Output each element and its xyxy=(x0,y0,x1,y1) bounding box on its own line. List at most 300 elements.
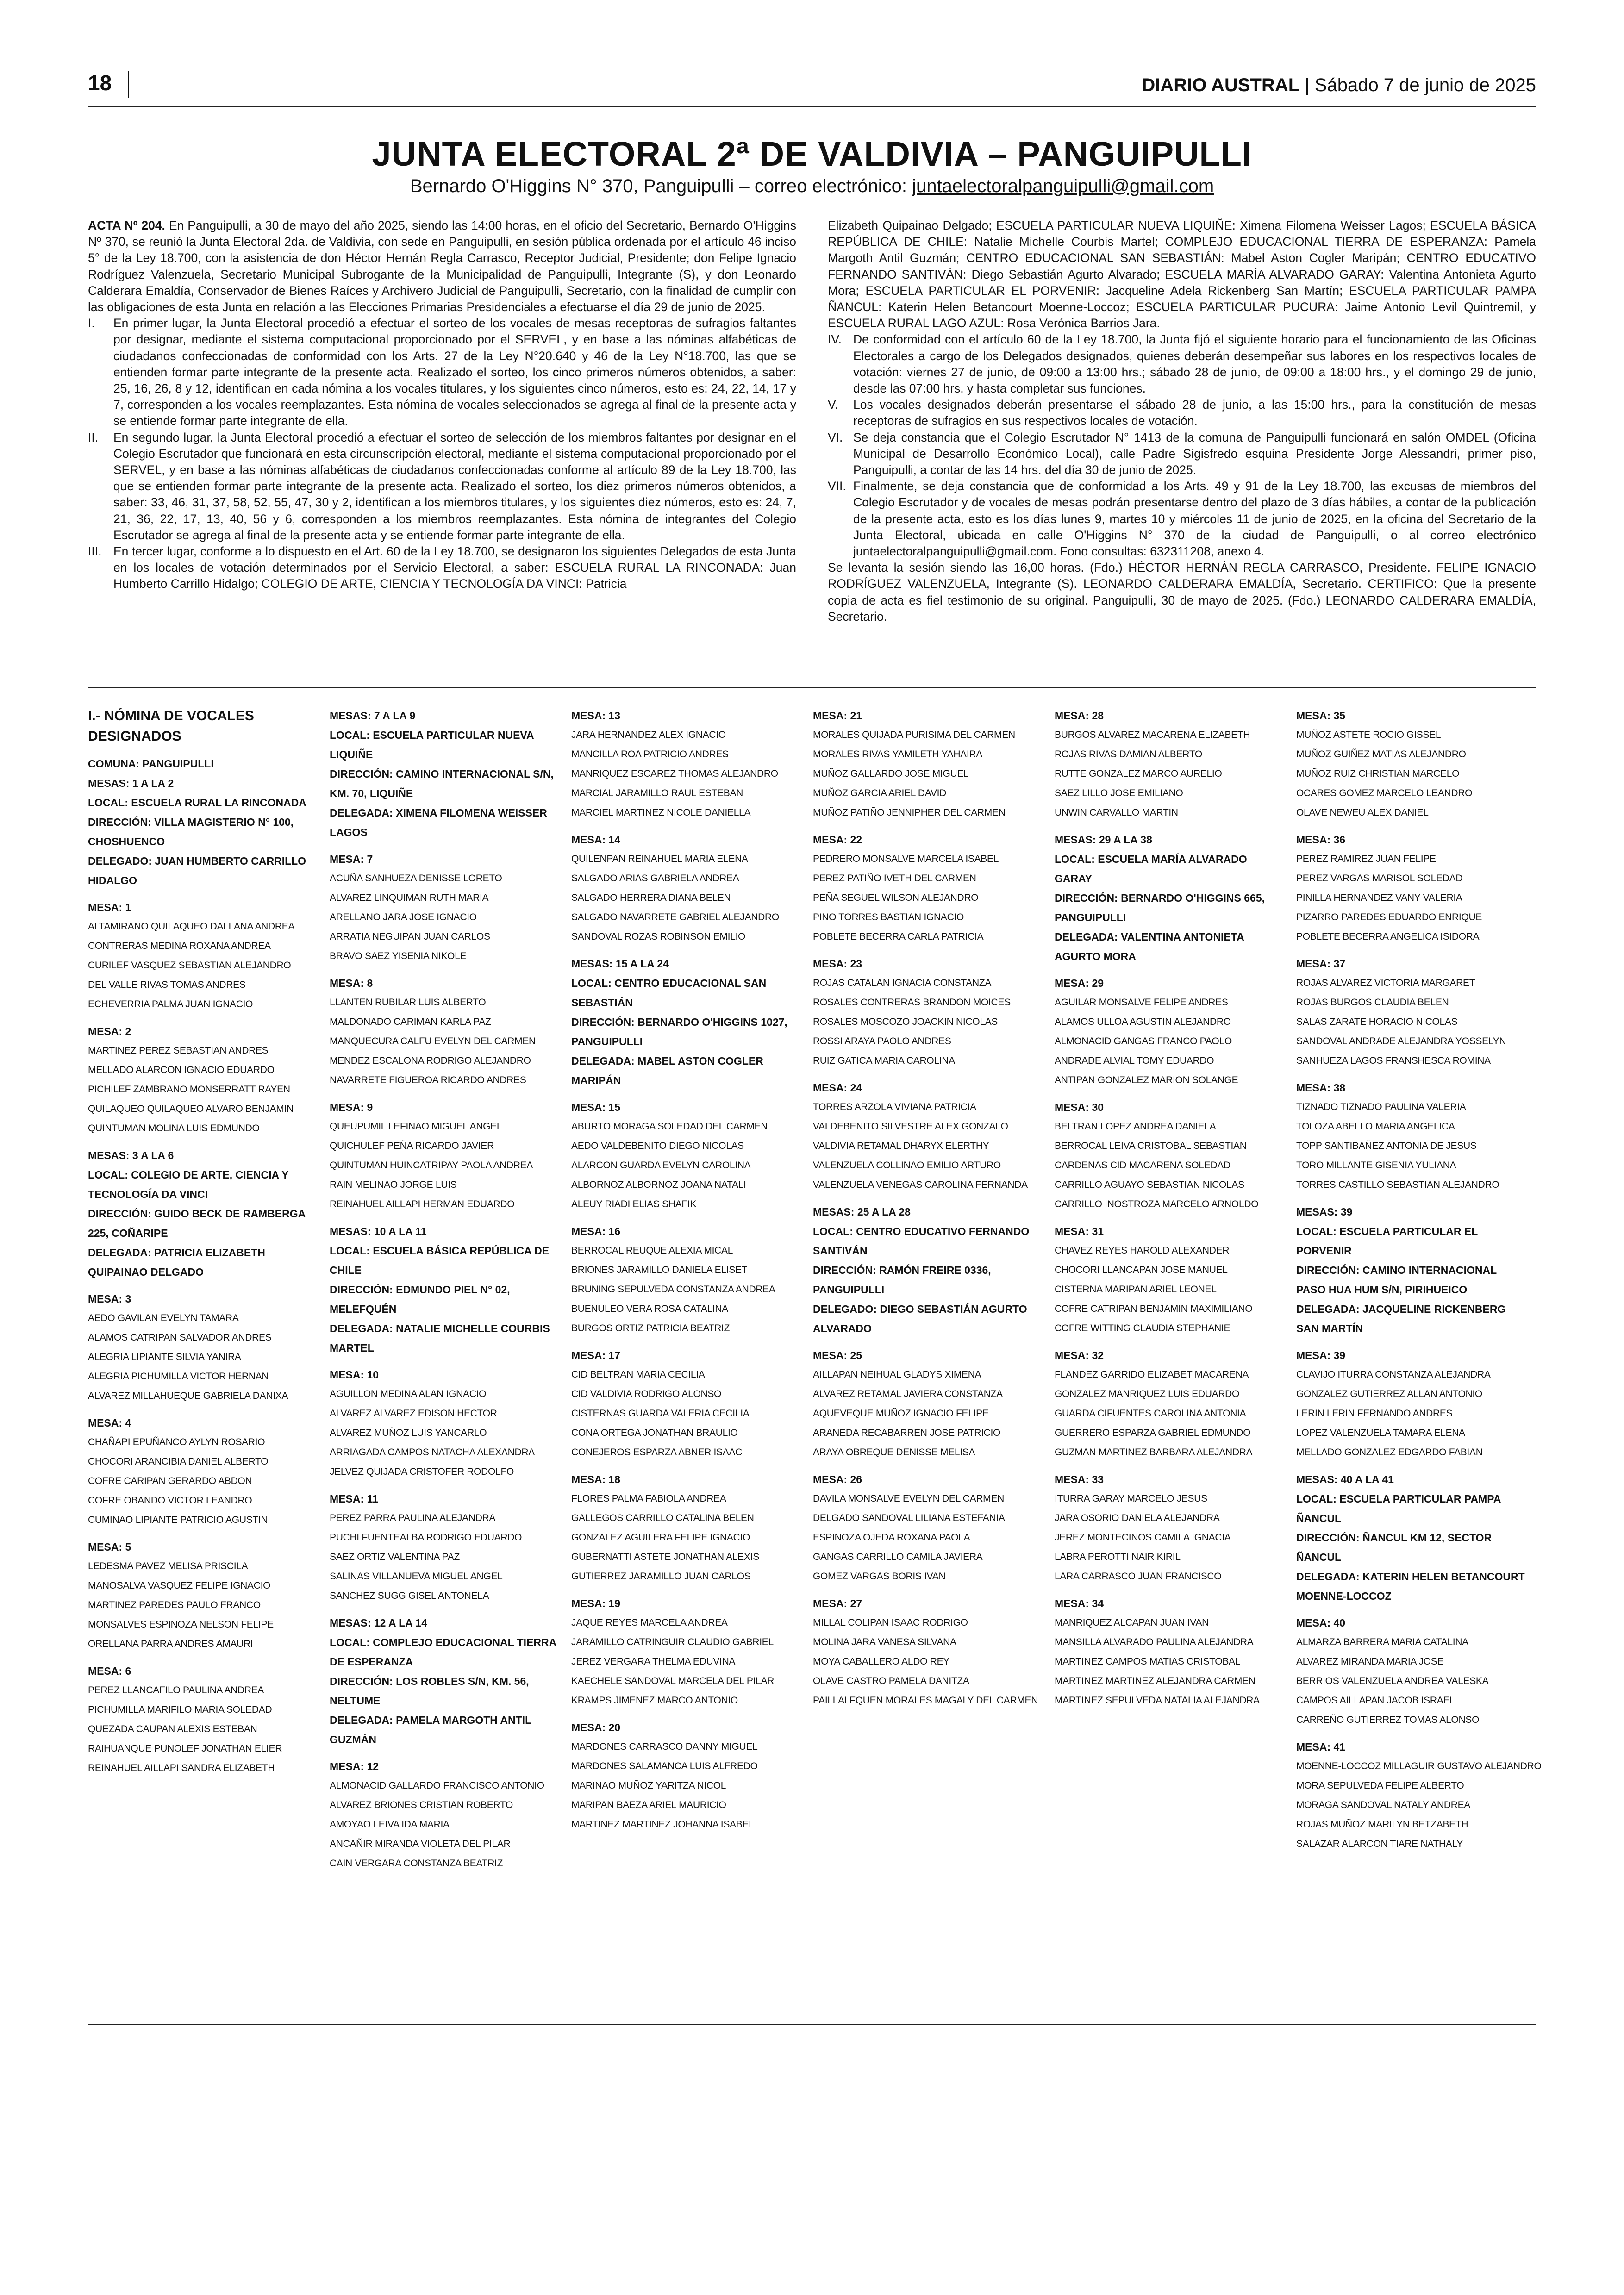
vocal-name: CURILEF VASQUEZ SEBASTIAN ALEJANDRO xyxy=(88,960,291,971)
vocal-name: ALVAREZ ALVAREZ EDISON HECTOR xyxy=(330,1408,497,1419)
local-info-line: MESAS: 3 A LA 6 xyxy=(88,1149,174,1161)
vocal-name: ALVAREZ RETAMAL JAVIERA CONSTANZA xyxy=(813,1389,1003,1399)
vocal-name: CID VALDIVIA RODRIGO ALONSO xyxy=(571,1389,722,1399)
mesa-label: MESA: 31 xyxy=(1055,1225,1104,1237)
vocal-name: JEREZ MONTECINOS CAMILA IGNACIA xyxy=(1055,1532,1231,1543)
vocal-name: AILLAPAN NEIHUAL GLADYS XIMENA xyxy=(813,1369,981,1380)
mesa-label: MESA: 40 xyxy=(1296,1617,1346,1629)
vocal-name: MARCIEL MARTINEZ NICOLE DANIELLA xyxy=(571,807,751,818)
mesa-block xyxy=(1296,954,1525,1071)
vocal-name: COFRE CARIPAN GERARDO ABDON xyxy=(88,1476,252,1486)
vocal-name: RUIZ GATICA MARIA CAROLINA xyxy=(813,1055,955,1066)
vocal-name: ARAYA OBREQUE DENISSE MELISA xyxy=(813,1447,975,1458)
local-info-line: LOCAL: ESCUELA PARTICULAR PAMPA ÑANCUL xyxy=(1296,1493,1501,1524)
newspaper-name: DIARIO AUSTRAL xyxy=(1142,75,1300,95)
vocal-name: MELLADO GONZALEZ EDGARDO FABIAN xyxy=(1296,1447,1483,1458)
mesa-label: MESA: 15 xyxy=(571,1101,621,1113)
vocal-name: KAECHELE SANDOVAL MARCELA DEL PILAR xyxy=(571,1676,775,1686)
mesa-label: MESA: 32 xyxy=(1055,1349,1104,1361)
mesa-block xyxy=(813,1594,1042,1710)
mesa-label: MESA: 17 xyxy=(571,1349,621,1361)
mesa-block xyxy=(813,706,1042,823)
vocal-name: QUINTUMAN MOLINA LUIS EDMUNDO xyxy=(88,1123,260,1134)
vocal-name: TOLOZA ABELLO MARIA ANGELICA xyxy=(1296,1121,1455,1132)
newspaper-dateline xyxy=(1142,75,1536,96)
acta-item-number: II. xyxy=(88,430,99,444)
mesa-block xyxy=(1296,1346,1525,1462)
vocal-name: MARDONES CARRASCO DANNY MIGUEL xyxy=(571,1741,758,1752)
vocal-name: MARTINEZ MARTINEZ ALEJANDRA CARMEN xyxy=(1055,1676,1255,1686)
mesa-block xyxy=(88,1146,317,1282)
vocal-name: PEÑA SEGUEL WILSON ALEJANDRO xyxy=(813,892,979,903)
local-info-line: DELEGADA: MABEL ASTON COGLER MARIPÁN xyxy=(571,1055,763,1086)
vocal-name: MANCILLA ROA PATRICIO ANDRES xyxy=(571,749,729,760)
vocal-name: ROJAS CATALAN IGNACIA CONSTANZA xyxy=(813,978,992,988)
mesa-block xyxy=(88,1289,317,1406)
mesa-block xyxy=(330,1757,559,1873)
notice-subtitle xyxy=(0,176,1624,197)
acta-item xyxy=(828,430,1536,479)
vocal-name: CID BELTRAN MARIA CECILIA xyxy=(571,1369,705,1380)
mesa-label: MESA: 2 xyxy=(88,1025,131,1037)
acta-item-number: IV. xyxy=(828,332,842,347)
local-info-line: LOCAL: ESCUELA BÁSICA REPÚBLICA DE CHILE xyxy=(330,1245,550,1276)
vocal-name: ROSALES MOSCOZO JOACKIN NICOLAS xyxy=(813,1017,998,1027)
mesa-block xyxy=(813,1470,1042,1586)
acta-item xyxy=(88,430,796,543)
local-info-line: DIRECCIÓN: BERNARDO O'HIGGINS 665, PANGUIPULLI xyxy=(1055,892,1265,923)
acta-text: Se levanta la sesión siendo las 16,00 horas. (Fdo.) HÉCTOR HERNÁN REGLA CARRASCO, Presidente. FELIPE IGNACIO RODRÍGUEZ VALENZUELA, Integrante (S). LEONARDO CALDERARA EMALDÍA, Secretario. CERTIFICO: Que la presente copia de acta es fiel testimonio de su original. Panguipulli, 30 de mayo de 2025. (Fdo.) LEONARDO CALDERARA EMALDÍA, Secretario. xyxy=(828,561,1536,624)
acta-item-text: Se deja constancia que el Colegio Escrutador N° 1413 de la comuna de Panguipulli funcionará en salón OMDEL (Oficina Municipal de Desarrollo Económico Local), calle Padre Sigisfredo esquina Presidente Jorge Alessandri, primer piso, Panguipulli, a contar de las 14 hrs. del día 30 de junio de 2025. xyxy=(853,430,1536,477)
vocal-name: CLAVIJO ITURRA CONSTANZA ALEJANDRA xyxy=(1296,1369,1491,1380)
local-info-line: DELEGADO: DIEGO SEBASTIÁN AGURTO ALVARADO xyxy=(813,1303,1027,1335)
vocal-name: CARRILLO AGUAYO SEBASTIAN NICOLAS xyxy=(1055,1179,1244,1190)
vocal-name: MARTINEZ SEPULVEDA NATALIA ALEJANDRA xyxy=(1055,1695,1260,1706)
vocal-name: CARREÑO GUTIERREZ TOMAS ALONSO xyxy=(1296,1715,1480,1725)
vocal-name: REINAHUEL AILLAPI SANDRA ELIZABETH xyxy=(88,1763,275,1773)
vocal-name: BRAVO SAEZ YISENIA NIKOLE xyxy=(330,951,467,961)
vocal-name: SALAS ZARATE HORACIO NICOLAS xyxy=(1296,1017,1458,1027)
vocal-name: QUILAQUEO QUILAQUEO ALVARO BENJAMIN xyxy=(88,1104,294,1114)
vocal-name: MORALES QUIJADA PURISIMA DEL CARMEN xyxy=(813,730,1015,740)
mesa-block xyxy=(88,1537,317,1654)
vocal-name: CONTRERAS MEDINA ROXANA ANDREA xyxy=(88,941,271,951)
vocal-name: MANSILLA ALVARADO PAULINA ALEJANDRA xyxy=(1055,1637,1254,1647)
vocal-name: MARCIAL JARAMILLO RAUL ESTEBAN xyxy=(571,788,743,798)
vocal-name: AEDO VALDEBENITO DIEGO NICOLAS xyxy=(571,1141,744,1151)
vocal-name: RAIN MELINAO JORGE LUIS xyxy=(330,1179,457,1190)
vocal-name: MORAGA SANDOVAL NATALY ANDREA xyxy=(1296,1800,1471,1810)
vocal-name: TOPP SANTIBAÑEZ ANTONIA DE JESUS xyxy=(1296,1141,1477,1151)
address-text: Bernardo O'Higgins N° 370, Panguipulli – correo electrónico: xyxy=(410,176,907,196)
mesa-block xyxy=(1055,706,1284,823)
mesa-label: MESA: 21 xyxy=(813,710,862,722)
vocal-name: ALVAREZ MIRANDA MARIA JOSE xyxy=(1296,1656,1444,1667)
vocal-name: COFRE WITTING CLAUDIA STEPHANIE xyxy=(1055,1323,1230,1334)
vocal-name: REINAHUEL AILLAPI HERMAN EDUARDO xyxy=(330,1199,515,1210)
local-info-line: DIRECCIÓN: CAMINO INTERNACIONAL PASO HUA HUM S/N, PIRIHUEICO xyxy=(1296,1264,1497,1296)
vocal-name: ANCAÑIR MIRANDA VIOLETA DEL PILAR xyxy=(330,1839,511,1849)
vocal-name: BERROCAL LEIVA CRISTOBAL SEBASTIAN xyxy=(1055,1141,1247,1151)
local-info-line: MESAS: 40 A LA 41 xyxy=(1296,1473,1394,1485)
vocal-name: PICHUMILLA MARIFILO MARIA SOLEDAD xyxy=(88,1704,272,1715)
mesa-label: MESA: 37 xyxy=(1296,958,1346,970)
vocal-name: ROJAS RIVAS DAMIAN ALBERTO xyxy=(1055,749,1202,760)
nomina-title: I.- NÓMINA DE VOCALES DESIGNADOS xyxy=(88,708,254,744)
vocal-name: ECHEVERRIA PALMA JUAN IGNACIO xyxy=(88,999,253,1010)
acta-item xyxy=(828,397,1536,429)
local-info-line: DELEGADA: NATALIE MICHELLE COURBIS MARTEL xyxy=(330,1322,550,1354)
local-info-line: DELEGADA: PATRICIA ELIZABETH QUIPAINAO DELGADO xyxy=(88,1247,265,1278)
vocal-name: COFRE OBANDO VICTOR LEANDRO xyxy=(88,1495,252,1506)
mesa-block xyxy=(1055,1098,1284,1214)
vocal-name: MUÑOZ GUIÑEZ MATIAS ALEJANDRO xyxy=(1296,749,1466,760)
local-info-line: LOCAL: ESCUELA RURAL LA RINCONADA xyxy=(88,797,306,809)
vocal-name: ALARCON GUARDA EVELYN CAROLINA xyxy=(571,1160,751,1171)
vocal-name: ROJAS MUÑOZ MARILYN BETZABETH xyxy=(1296,1819,1468,1830)
vocal-name: MARTINEZ PAREDES PAULO FRANCO xyxy=(88,1600,261,1610)
local-info-line: DELEGADA: VALENTINA ANTONIETA AGURTO MORA xyxy=(1055,931,1244,962)
vocal-name: GALLEGOS CARRILLO CATALINA BELEN xyxy=(571,1513,754,1523)
mesa-label: MESA: 9 xyxy=(330,1101,373,1113)
mesa-label: MESA: 26 xyxy=(813,1473,862,1485)
vocal-name: ARRIAGADA CAMPOS NATACHA ALEXANDRA xyxy=(330,1447,535,1458)
vocal-name: QUINTUMAN HUINCATRIPAY PAOLA ANDREA xyxy=(330,1160,533,1171)
vocal-name: ARANEDA RECABARREN JOSE PATRICIO xyxy=(813,1428,1001,1438)
local-info-line: MESAS: 15 A LA 24 xyxy=(571,958,669,970)
vocal-name: UNWIN CARVALLO MARTIN xyxy=(1055,807,1178,818)
vocal-name: NAVARRETE FIGUEROA RICARDO ANDRES xyxy=(330,1075,526,1085)
vocal-name: SALAZAR ALARCON TIARE NATHALY xyxy=(1296,1839,1463,1849)
vocal-name: LARA CARRASCO JUAN FRANCISCO xyxy=(1055,1571,1222,1582)
mesa-label: MESA: 10 xyxy=(330,1369,379,1381)
vocal-name: TORO MILLANTE GISENIA YULIANA xyxy=(1296,1160,1456,1171)
vocal-name: CAIN VERGARA CONSTANZA BEATRIZ xyxy=(330,1858,503,1869)
vocal-name: PAILLALFQUEN MORALES MAGALY DEL CARMEN xyxy=(813,1695,1038,1706)
mesa-block xyxy=(813,1078,1042,1195)
mesa-block xyxy=(813,830,1042,947)
vocal-name: TORRES CASTILLO SEBASTIAN ALEJANDRO xyxy=(1296,1179,1499,1190)
mesa-block xyxy=(571,1098,800,1214)
nomina-column xyxy=(571,706,800,1974)
vocal-name: SANCHEZ SUGG GISEL ANTONELA xyxy=(330,1590,489,1601)
nomina-column xyxy=(1055,706,1284,1974)
mesa-block xyxy=(330,973,559,1090)
vocal-name: MOLINA JARA VANESA SILVANA xyxy=(813,1637,956,1647)
vocal-name: MORALES RIVAS YAMILETH YAHAIRA xyxy=(813,749,982,760)
mesa-block xyxy=(1296,1737,1542,1854)
mesa-block xyxy=(330,1489,559,1606)
vocal-name: PEREZ RAMIREZ JUAN FELIPE xyxy=(1296,854,1436,864)
vocal-name: AGUILLON MEDINA ALAN IGNACIO xyxy=(330,1389,487,1399)
vocal-name: ROSSI ARAYA PAOLO ANDRES xyxy=(813,1036,951,1047)
vocal-name: MORA SEPULVEDA FELIPE ALBERTO xyxy=(1296,1780,1464,1791)
vocal-name: FLORES PALMA FABIOLA ANDREA xyxy=(571,1493,726,1504)
vocal-name: OLAVE NEWEU ALEX DANIEL xyxy=(1296,807,1429,818)
mesa-block xyxy=(88,1022,317,1138)
vocal-name: GONZALEZ AGUILERA FELIPE IGNACIO xyxy=(571,1532,750,1543)
local-info-line: DELEGADO: JUAN HUMBERTO CARRILLO HIDALGO xyxy=(88,855,306,886)
mesa-block xyxy=(571,706,800,823)
vocal-name: MILLAL COLIPAN ISAAC RODRIGO xyxy=(813,1617,968,1628)
vocal-name: JAQUE REYES MARCELA ANDREA xyxy=(571,1617,728,1628)
acta-text: En Panguipulli, a 30 de mayo del año 2025, siendo las 14:00 horas, en el oficio del Secretario, Bernardo O'Higgins Nº 370, se reunió la Junta Electoral 2da. de Valdivia, con sede en Panguipulli, en sesión pública ordenada por el artículo 46 inciso 5° de la Ley 18.700, con la asistencia de don Héctor Hernán Regla Carrasco, Receptor Judicial, Presidente; don Felipe Ignacio Rodríguez Valenzuela, Secretario Municipal Subrogante de la Municipalidad de Panguipulli, Integrante (S), y don Leonardo Calderara Emaldía, Conservador de Bienes Raíces y Archivero Judicial de Panguipulli, Secretario, con la finalidad de cumplir con las obligaciones de esta Junta en relación a las Elecciones Primarias Presidenciales a efectuarse el día 29 de junio de 2025. xyxy=(88,218,796,314)
footer-rule xyxy=(88,2024,1536,2025)
mesa-block xyxy=(1296,1202,1525,1338)
mesa-label: MESA: 25 xyxy=(813,1349,862,1361)
mesa-block xyxy=(1296,1078,1525,1195)
vocal-name: ALAMOS CATRIPAN SALVADOR ANDRES xyxy=(88,1332,272,1343)
mesa-label: MESA: 24 xyxy=(813,1082,862,1094)
vocal-name: CAMPOS AILLAPAN JACOB ISRAEL xyxy=(1296,1695,1455,1706)
vocal-name: ALBORNOZ ALBORNOZ JOANA NATALI xyxy=(571,1179,746,1190)
vocal-name: POBLETE BECERRA ANGELICA ISIDORA xyxy=(1296,931,1480,942)
vocal-name: CONA ORTEGA JONATHAN BRAULIO xyxy=(571,1428,738,1438)
vocal-name: MARTINEZ CAMPOS MATIAS CRISTOBAL xyxy=(1055,1656,1241,1667)
vocal-name: LABRA PEROTTI NAIR KIRIL xyxy=(1055,1552,1181,1562)
acta-item-number: VI. xyxy=(828,430,843,444)
vocal-name: GUBERNATTI ASTETE JONATHAN ALEXIS xyxy=(571,1552,759,1562)
vocal-name: ARRATIA NEGUIPAN JUAN CARLOS xyxy=(330,931,490,942)
vocal-name: GUZMAN MARTINEZ BARBARA ALEJANDRA xyxy=(1055,1447,1253,1458)
mesa-label: MESA: 12 xyxy=(330,1760,379,1772)
vocal-name: CUMINAO LIPIANTE PATRICIO AGUSTIN xyxy=(88,1515,268,1525)
mesa-label: MESA: 19 xyxy=(571,1597,621,1609)
acta-item-number: VII. xyxy=(828,479,846,493)
vocal-name: MARTINEZ MARTINEZ JOHANNA ISABEL xyxy=(571,1819,754,1830)
mesa-block xyxy=(1055,973,1284,1090)
vocal-name: VALENZUELA COLLINAO EMILIO ARTURO xyxy=(813,1160,1001,1171)
local-info-line: MESAS: 12 A LA 14 xyxy=(330,1617,427,1629)
local-info-line: LOCAL: CENTRO EDUCACIONAL SAN SEBASTIÁN xyxy=(571,977,767,1009)
vocal-name: LLANTEN RUBILAR LUIS ALBERTO xyxy=(330,997,486,1008)
vocal-name: JARA OSORIO DANIELA ALEJANDRA xyxy=(1055,1513,1220,1523)
mesa-label: MESA: 1 xyxy=(88,901,131,913)
mesa-label: MESA: 22 xyxy=(813,834,862,846)
mesa-label: MESA: 5 xyxy=(88,1541,131,1553)
mesa-label: MESA: 14 xyxy=(571,834,621,846)
vocal-name: PUCHI FUENTEALBA RODRIGO EDUARDO xyxy=(330,1532,522,1543)
vocal-name: MELLADO ALARCON IGNACIO EDUARDO xyxy=(88,1065,275,1075)
vocal-name: ABURTO MORAGA SOLEDAD DEL CARMEN xyxy=(571,1121,768,1132)
vocal-name: QUILENPAN REINAHUEL MARIA ELENA xyxy=(571,854,748,864)
vocal-name: OCARES GOMEZ MARCELO LEANDRO xyxy=(1296,788,1473,798)
vocal-name: ALEGRIA LIPIANTE SILVIA YANIRA xyxy=(88,1352,241,1362)
mesa-label: MESA: 20 xyxy=(571,1721,621,1734)
vocal-name: MUÑOZ ASTETE ROCIO GISSEL xyxy=(1296,730,1441,740)
mesa-block xyxy=(813,954,1042,1071)
vocal-name: PEREZ VARGAS MARISOL SOLEDAD xyxy=(1296,873,1463,884)
mesa-label: MESA: 18 xyxy=(571,1473,621,1485)
vocal-name: CHAVEZ REYES HAROLD ALEXANDER xyxy=(1055,1245,1230,1256)
mesa-block xyxy=(330,1613,559,1749)
local-info-line: DIRECCIÓN: LOS ROBLES S/N, KM. 56, NELTUME xyxy=(330,1675,529,1707)
mesa-block xyxy=(1296,706,1525,823)
local-info-line: DIRECCIÓN: BERNARDO O'HIGGINS 1027, PANGUIPULLI xyxy=(571,1016,787,1048)
mesa-block xyxy=(1055,1346,1284,1462)
vocal-name: ALVAREZ MUÑOZ LUIS YANCARLO xyxy=(330,1428,487,1438)
acta-item-text: Los vocales designados deberán presentarse el sábado 28 de junio, a las 15:00 hrs., para la constitución de mesas receptoras de sufragios en sus respectivos locales de votación. xyxy=(853,398,1536,428)
vocal-name: BELTRAN LOPEZ ANDREA DANIELA xyxy=(1055,1121,1216,1132)
vocal-name: GANGAS CARRILLO CAMILA JAVIERA xyxy=(813,1552,983,1562)
vocal-name: GOMEZ VARGAS BORIS IVAN xyxy=(813,1571,946,1582)
acta-paragraph xyxy=(88,218,796,315)
acta-item-text: En primer lugar, la Junta Electoral procedió a efectuar el sorteo de los vocales de mesas receptoras de sufragios faltantes por designar, mediante el sistema computacional proporcionado por el SERVEL, y en base a las nóminas alfabéticas de ciudadanos confeccionadas de conformidad con los Arts. 27 de la Ley N°20.640 y 46 de la Ley N°18.700, las que se entienden formar parte integrante de la presente acta. Realizado el sorteo, los cinco primeros números obtenidos, a saber: 25, 16, 26, 8 y 12, identifican en cada nómina a los vocales titulares, y los siguientes cinco números, esto es: 24, 22, 14, 17 y 7, corresponden a los vocales reemplazantes. Esta nómina de vocales seleccionados se agrega al final de la presente acta y se entiende formar parte integrante de ella. xyxy=(113,316,796,428)
vocal-name: PEREZ PARRA PAULINA ALEJANDRA xyxy=(330,1513,496,1523)
vocal-name: TIZNADO TIZNADO PAULINA VALERIA xyxy=(1296,1102,1466,1112)
vocal-name: TORRES ARZOLA VIVIANA PATRICIA xyxy=(813,1102,976,1112)
local-info-line: DIRECCIÓN: ÑANCUL KM 12, SECTOR ÑANCUL xyxy=(1296,1532,1492,1563)
nomina-column xyxy=(1296,706,1542,1974)
acta-right-column xyxy=(828,218,1536,625)
local-info-line: COMUNA: PANGUIPULLI xyxy=(88,758,214,770)
vocal-name: AGUILAR MONSALVE FELIPE ANDRES xyxy=(1055,997,1228,1008)
mesa-block xyxy=(813,1346,1042,1462)
vocal-name: QUEUPUMIL LEFINAO MIGUEL ANGEL xyxy=(330,1121,502,1132)
mesa-block xyxy=(1055,1222,1284,1338)
nomina-column xyxy=(330,706,559,1974)
acta-paragraph xyxy=(828,560,1536,625)
mesa-block xyxy=(330,849,559,966)
local-info-line: MESAS: 1 A LA 2 xyxy=(88,777,174,789)
vocal-name: MUÑOZ GALLARDO JOSE MIGUEL xyxy=(813,768,969,779)
vocal-name: VALDEBENITO SILVESTRE ALEX GONZALO xyxy=(813,1121,1008,1132)
mesa-block xyxy=(88,1661,317,1778)
vocal-name: CARDENAS CID MACARENA SOLEDAD xyxy=(1055,1160,1230,1171)
nomina-column xyxy=(88,706,317,1974)
vocal-name: LEDESMA PAVEZ MELISA PRISCILA xyxy=(88,1561,248,1572)
mesa-block xyxy=(571,1346,800,1462)
vocal-name: JEREZ VERGARA THELMA EDUVINA xyxy=(571,1656,736,1667)
vocal-name: JARA HERNANDEZ ALEX IGNACIO xyxy=(571,730,726,740)
mesa-block xyxy=(571,954,800,1090)
vocal-name: GONZALEZ GUTIERREZ ALLAN ANTONIO xyxy=(1296,1389,1482,1399)
mesa-label: MESA: 27 xyxy=(813,1597,862,1609)
mesa-label: MESA: 8 xyxy=(330,977,373,989)
vocal-name: OLAVE CASTRO PAMELA DANITZA xyxy=(813,1676,969,1686)
vocal-name: FLANDEZ GARRIDO ELIZABET MACARENA xyxy=(1055,1369,1249,1380)
vocal-name: PINILLA HERNANDEZ VANY VALERIA xyxy=(1296,892,1462,903)
vocal-name: BURGOS ORTIZ PATRICIA BEATRIZ xyxy=(571,1323,730,1334)
mesa-block xyxy=(88,1413,317,1530)
mesa-label: MESA: 39 xyxy=(1296,1349,1346,1361)
vocal-name: MARIPAN BAEZA ARIEL MAURICIO xyxy=(571,1800,726,1810)
vocal-name: SANHUEZA LAGOS FRANSHESCA ROMINA xyxy=(1296,1055,1491,1066)
vocal-name: ESPINOZA OJEDA ROXANA PAOLA xyxy=(813,1532,970,1543)
vocal-name: ROSALES CONTRERAS BRANDON MOICES xyxy=(813,997,1011,1008)
mesa-label: MESA: 7 xyxy=(330,853,373,865)
local-info-line: DELEGADA: KATERIN HELEN BETANCOURT MOENNE-LOCCOZ xyxy=(1296,1571,1525,1602)
mesa-block xyxy=(813,1202,1042,1338)
vocal-name: PIZARRO PAREDES EDUARDO ENRIQUE xyxy=(1296,912,1482,923)
section-rule xyxy=(88,687,1536,688)
vocal-name: ARELLANO JARA JOSE IGNACIO xyxy=(330,912,477,923)
acta-item-text: De conformidad con el artículo 60 de la Ley 18.700, la Junta fijó el siguiente horario para el funcionamiento de las Oficinas Electorales a cargo de los Delegados designados, quienes deberán desempeñar sus labores en los respectivos locales de votación: viernes 27 de junio, de 09:00 a 13:00 hrs.; sábado 28 de junio, de 09:00 a 18:00 hrs., y el domingo 29 de junio, desde las 07:00 hrs. y hasta completar sus funciones. xyxy=(853,332,1536,396)
vocal-name: MANRIQUEZ ALCAPAN JUAN IVAN xyxy=(1055,1617,1209,1628)
mesa-block xyxy=(1055,1594,1284,1710)
acta-item xyxy=(88,543,796,592)
vocal-name: ALAMOS ULLOA AGUSTIN ALEJANDRO xyxy=(1055,1017,1231,1027)
mesa-block xyxy=(571,830,800,947)
mesa-label: MESA: 36 xyxy=(1296,834,1346,846)
local-info-line: LOCAL: ESCUELA PARTICULAR NUEVA LIQUIÑE xyxy=(330,729,534,761)
vocal-name: AEDO GAVILAN EVELYN TAMARA xyxy=(88,1313,239,1323)
publication-date: | Sábado 7 de junio de 2025 xyxy=(1305,75,1536,95)
vocal-name: ORELLANA PARRA ANDRES AMAURI xyxy=(88,1639,253,1649)
mesa-label: MESA: 30 xyxy=(1055,1101,1104,1113)
local-info-line: MESAS: 39 xyxy=(1296,1206,1353,1218)
mesa-block xyxy=(571,1470,800,1586)
vocal-name: ITURRA GARAY MARCELO JESUS xyxy=(1055,1493,1207,1504)
vocal-name: SALGADO HERRERA DIANA BELEN xyxy=(571,892,731,903)
vocal-name: ANTIPAN GONZALEZ MARION SOLANGE xyxy=(1055,1075,1238,1085)
vocal-name: MARTINEZ PEREZ SEBASTIAN ANDRES xyxy=(88,1045,269,1056)
vocal-name: VALENZUELA VENEGAS CAROLINA FERNANDA xyxy=(813,1179,1028,1190)
acta-item-text: En segundo lugar, la Junta Electoral procedió a efectuar el sorteo de selección de los miembros faltantes por designar en el Colegio Escrutador que funcionará en esta circunscripción electoral, mediante el sistema computacional proporcionado por el SERVEL, y en base a las nóminas alfabéticas de ciudadanos confeccionadas conforme al artículo 89 de la Ley 18.700, las que se entienden formar parte integrante de la presente acta. Realizado el sorteo, los diez primeros números obtenidos, a saber: 33, 46, 31, 37, 58, 52, 55, 47, 30 y 2, identifican a los miembros titulares, y los siguientes diez números, esto es: 24, 7, 21, 36, 22, 17, 13, 40, 56 y 6, corresponden a los miembros reemplazantes. Esta nómina de integrantes del Colegio Escrutador se agrega al final de la presente acta y se entiende formar parte integrante de ella. xyxy=(113,430,796,542)
vocal-name: PINO TORRES BASTIAN IGNACIO xyxy=(813,912,964,923)
mesa-block xyxy=(330,1222,559,1358)
vocal-name: CARRILLO INOSTROZA MARCELO ARNOLDO xyxy=(1055,1199,1259,1210)
acta-number: ACTA Nº 204. xyxy=(88,218,165,232)
mesa-block xyxy=(330,1365,559,1482)
local-info-line: DIRECCIÓN: GUIDO BECK DE RAMBERGA 225, COÑARIPE xyxy=(88,1208,306,1239)
vocal-name: ALEGRIA PICHUMILLA VICTOR HERNAN xyxy=(88,1371,269,1382)
vocal-name: PEREZ LLANCAFILO PAULINA ANDREA xyxy=(88,1685,264,1696)
email-link[interactable]: juntaelectoralpanguipulli@gmail.com xyxy=(912,176,1214,196)
local-info-line: MESAS: 25 A LA 28 xyxy=(813,1206,911,1218)
mesa-label: MESA: 6 xyxy=(88,1665,131,1677)
local-info-line: DIRECCIÓN: EDMUNDO PIEL N° 02, MELEFQUÉN xyxy=(330,1284,510,1315)
local-info-line: DIRECCIÓN: CAMINO INTERNACIONAL S/N, KM. 70, LIQUIÑE xyxy=(330,768,554,799)
mesa-block xyxy=(1296,830,1525,947)
vocal-name: AMOYAO LEIVA IDA MARIA xyxy=(330,1819,450,1830)
local-info-line: DIRECCIÓN: RAMÓN FREIRE 0336, PANGUIPULLI xyxy=(813,1264,991,1296)
mesa-label: MESA: 34 xyxy=(1055,1597,1104,1609)
vocal-name: QUICHULEF PEÑA RICARDO JAVIER xyxy=(330,1141,494,1151)
nomina-column xyxy=(813,706,1042,1974)
local-info-line: LOCAL: ESCUELA MARÍA ALVARADO GARAY xyxy=(1055,853,1247,885)
mesa-label: MESA: 41 xyxy=(1296,1741,1346,1753)
header-rule xyxy=(88,106,1536,107)
local-info-line: DIRECCIÓN: VILLA MAGISTERIO N° 100, CHOSHUENCO xyxy=(88,816,294,848)
vocal-name: RUTTE GONZALEZ MARCO AURELIO xyxy=(1055,768,1222,779)
vocal-name: MUÑOZ GARCIA ARIEL DAVID xyxy=(813,788,947,798)
vocal-name: ALVAREZ LINQUIMAN RUTH MARIA xyxy=(330,892,489,903)
vocal-name: PEDRERO MONSALVE MARCELA ISABEL xyxy=(813,854,999,864)
mesa-block xyxy=(330,1098,559,1214)
vocal-name: SANDOVAL ANDRADE ALEJANDRA YOSSELYN xyxy=(1296,1036,1506,1047)
vocal-name: CISTERNA MARIPAN ARIEL LEONEL xyxy=(1055,1284,1217,1295)
local-info-line: DELEGADA: JACQUELINE RICKENBERG SAN MARTÍN xyxy=(1296,1303,1506,1335)
acta-item xyxy=(828,478,1536,560)
acta-text: Elizabeth Quipainao Delgado; ESCUELA PARTICULAR NUEVA LIQUIÑE: Ximena Filomena Weisser Lagos; ESCUELA BÁSICA REPÚBLICA DE CHILE: Natalie Michelle Courbis Martel; COMPLEJO EDUCACIONAL TIERRA DE ESPERANZA: Pamela Margoth Antil Guzmán; CENTRO EDUCACIONAL SAN SEBASTIÁN: Mabel Aston Cogler Maripán; CENTRO EDUCATIVO FERNANDO SANTIVÁN: Diego Sebastián Agurto Alvarado; ESCUELA MARÍA ALVARADO GARAY: Valentina Antonieta Agurto Mora; ESCUELA PARTICULAR EL PORVENIR: Jacqueline Adela Rickenberg San Martín; ESCUELA PARTICULAR PAMPA ÑANCUL: Katerin Helen Betancourt Moenne-Loccoz; ESCUELA PARTICULAR PUCURA: Jaime Antonio Levil Quintremil, y ESCUELA RURAL LAGO AZUL: Rosa Verónica Barrios Jara. xyxy=(828,218,1536,331)
vocal-name: SANDOVAL ROZAS ROBINSON EMILIO xyxy=(571,931,746,942)
vocal-name: CHAÑAPI EPUÑANCO AYLYN ROSARIO xyxy=(88,1437,265,1447)
mesa-label: MESA: 16 xyxy=(571,1225,621,1237)
vocal-name: ALMONACID GALLARDO FRANCISCO ANTONIO xyxy=(330,1780,544,1791)
local-info-line: LOCAL: CENTRO EDUCATIVO FERNANDO SANTIVÁN xyxy=(813,1225,1030,1257)
vocal-name: MANRIQUEZ ESCAREZ THOMAS ALEJANDRO xyxy=(571,768,778,779)
vocal-name: MARINAO MUÑOZ YARITZA NICOL xyxy=(571,1780,726,1791)
vocal-name: PICHILEF ZAMBRANO MONSERRATT RAYEN xyxy=(88,1084,290,1095)
vocal-name: MOYA CABALLERO ALDO REY xyxy=(813,1656,949,1667)
vocal-name: MARDONES SALAMANCA LUIS ALFREDO xyxy=(571,1761,758,1771)
vocal-name: JELVEZ QUIJADA CRISTOFER RODOLFO xyxy=(330,1466,514,1477)
mesa-block xyxy=(1055,1470,1284,1586)
vocal-name: DAVILA MONSALVE EVELYN DEL CARMEN xyxy=(813,1493,1004,1504)
mesa-label: MESA: 28 xyxy=(1055,710,1104,722)
vocal-name: CONEJEROS ESPARZA ABNER ISAAC xyxy=(571,1447,743,1458)
